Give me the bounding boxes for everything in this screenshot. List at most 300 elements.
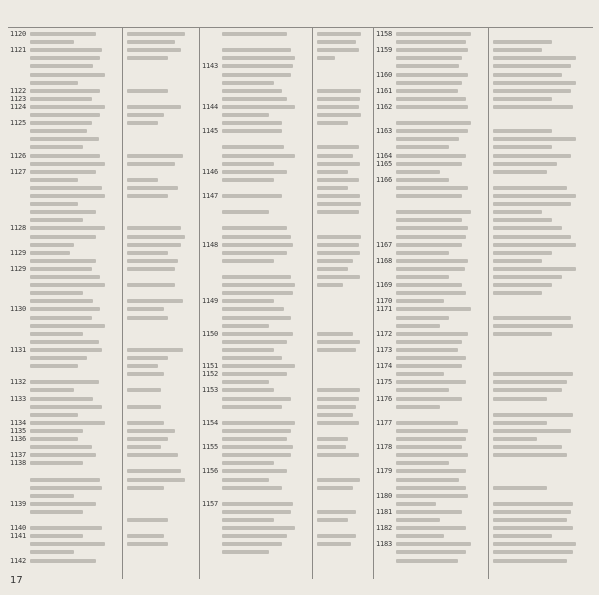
- script-text-line: [222, 421, 295, 425]
- script-text-line: [222, 388, 274, 392]
- script-text-line: [30, 421, 105, 425]
- script-line: [315, 345, 371, 355]
- script-text-line: [30, 129, 87, 133]
- script-text-line: [222, 291, 293, 295]
- script-text-line: [30, 218, 83, 222]
- script-text-line: [127, 542, 168, 546]
- cue-number: 1137: [10, 451, 27, 460]
- script-text-line: [493, 40, 552, 44]
- script-text-line: [127, 154, 183, 158]
- script-text-line: [396, 226, 468, 230]
- script-text-line: [317, 259, 353, 263]
- script-line: [125, 385, 197, 395]
- script-text-line: [30, 299, 93, 303]
- script-text-line: [127, 421, 164, 425]
- column-divider: [488, 27, 489, 579]
- script-text-line: [30, 559, 96, 563]
- script-text-line: [127, 162, 175, 166]
- script-text-line: [222, 307, 284, 311]
- script-text-line: [127, 388, 161, 392]
- script-text-line: [30, 170, 96, 174]
- script-text-line: [317, 486, 353, 490]
- cue-number: 1121: [10, 46, 27, 55]
- cue-number: 1152: [202, 370, 219, 379]
- script-text-line: [222, 64, 293, 68]
- script-text-line: [127, 235, 185, 239]
- cue-number: 1122: [10, 86, 27, 95]
- cue-number: 1142: [10, 556, 27, 565]
- script-text-line: [30, 267, 92, 271]
- script-text-line: [396, 542, 471, 546]
- script-line: [376, 191, 486, 201]
- cue-number: 1174: [376, 362, 393, 371]
- cue-number: 1162: [376, 102, 393, 111]
- script-line: [10, 458, 120, 468]
- script-line: [125, 264, 197, 274]
- script-text-line: [396, 469, 466, 473]
- cue-number: 1180: [376, 491, 393, 500]
- cue-number: 1140: [10, 524, 27, 533]
- script-text-line: [222, 56, 295, 60]
- script-text-line: [30, 340, 99, 344]
- cue-number: 1169: [376, 281, 393, 290]
- script-line: [125, 280, 197, 290]
- cue-number: 1138: [10, 459, 27, 468]
- script-text-line: [222, 534, 287, 538]
- cue-number: 1175: [376, 378, 393, 387]
- script-text-line: [222, 81, 274, 85]
- script-text-line: [493, 421, 547, 425]
- script-text-line: [30, 413, 78, 417]
- script-text-line: [222, 299, 274, 303]
- script-text-line: [222, 194, 282, 198]
- script-text-line: [493, 218, 552, 222]
- cue-number: 1149: [202, 297, 219, 306]
- script-text-line: [396, 421, 458, 425]
- script-text-line: [317, 170, 348, 174]
- script-text-line: [30, 235, 96, 239]
- cue-number: 1143: [202, 62, 219, 71]
- script-text-line: [222, 324, 269, 328]
- script-text-line: [127, 307, 164, 311]
- script-text-line: [222, 445, 293, 449]
- script-text-line: [493, 243, 576, 247]
- script-line: [125, 86, 197, 96]
- script-text-line: [493, 64, 571, 68]
- script-text-line: [127, 48, 181, 52]
- script-text-line: [396, 437, 466, 441]
- script-text-line: [127, 105, 181, 109]
- script-text-line: [493, 380, 567, 384]
- script-text-line: [317, 405, 356, 409]
- cue-number: 1136: [10, 435, 27, 443]
- script-text-line: [30, 291, 83, 295]
- script-text-line: [493, 283, 552, 287]
- cue-number: 1154: [202, 418, 219, 427]
- cue-number: 1157: [202, 499, 219, 508]
- script-text-line: [222, 251, 287, 255]
- script-text-line: [493, 542, 576, 546]
- script-text-line: [396, 486, 466, 490]
- script-text-line: [317, 89, 361, 93]
- script-line: [125, 450, 197, 460]
- script-text-line: [222, 73, 291, 77]
- script-text-line: [127, 469, 181, 473]
- script-text-line: [493, 437, 537, 441]
- script-text-line: [493, 388, 562, 392]
- script-text-line: [222, 550, 269, 554]
- cue-number: 1132: [10, 378, 27, 387]
- script-line: [125, 483, 197, 493]
- script-text-line: [317, 275, 360, 279]
- script-text-line: [396, 259, 468, 263]
- cue-number: 1151: [202, 362, 219, 371]
- script-text-line: [222, 364, 295, 368]
- script-text-line: [222, 502, 293, 506]
- script-text-line: [222, 486, 282, 490]
- script-text-line: [222, 121, 282, 125]
- script-text-line: [493, 56, 576, 60]
- script-text-line: [396, 121, 471, 125]
- script-column-4: [315, 27, 371, 579]
- script-text-line: [30, 380, 99, 384]
- script-text-line: [396, 267, 465, 271]
- script-line: [202, 207, 310, 217]
- script-text-line: [317, 453, 359, 457]
- script-text-line: [493, 518, 567, 522]
- script-column-5: [376, 27, 486, 579]
- script-text-line: [493, 372, 573, 376]
- script-text-line: [30, 307, 100, 311]
- script-text-line: [317, 388, 360, 392]
- script-text-line: [317, 283, 343, 287]
- script-text-line: [222, 97, 287, 101]
- script-text-line: [493, 97, 552, 101]
- script-text-line: [30, 40, 74, 44]
- script-text-line: [396, 105, 468, 109]
- script-text-line: [317, 348, 356, 352]
- script-line: [202, 29, 310, 39]
- cue-number: 1125: [10, 119, 27, 128]
- script-text-line: [222, 461, 274, 465]
- script-text-line: [127, 40, 175, 44]
- script-text-line: [396, 145, 449, 149]
- cue-number: 1123: [10, 94, 27, 103]
- script-text-line: [493, 145, 552, 149]
- script-text-line: [396, 559, 458, 563]
- script-text-line: [127, 372, 164, 376]
- script-text-line: [396, 178, 449, 182]
- script-text-line: [30, 429, 83, 433]
- script-text-line: [222, 397, 291, 401]
- script-line: [315, 280, 371, 290]
- cue-number: 1153: [202, 386, 219, 395]
- column-divider: [199, 27, 200, 579]
- script-text-line: [396, 73, 468, 77]
- cue-number: 1158: [376, 30, 393, 38]
- script-text-line: [222, 113, 269, 117]
- script-line: [376, 402, 486, 412]
- script-text-line: [493, 502, 573, 506]
- cue-number: 1139: [10, 499, 27, 508]
- script-text-line: [396, 397, 462, 401]
- script-text-line: [30, 453, 96, 457]
- script-text-line: [317, 397, 359, 401]
- script-text-line: [222, 348, 274, 352]
- script-text-line: [317, 56, 335, 60]
- script-text-line: [396, 210, 471, 214]
- script-text-line: [30, 494, 74, 498]
- script-text-line: [30, 210, 96, 214]
- script-text-line: [222, 478, 269, 482]
- script-line: [125, 369, 197, 379]
- script-text-line: [493, 550, 573, 554]
- script-line: [125, 515, 197, 525]
- script-line: [315, 515, 371, 525]
- script-text-line: [396, 445, 462, 449]
- script-text-line: [127, 364, 158, 368]
- script-text-line: [493, 129, 552, 133]
- script-text-line: [30, 445, 92, 449]
- script-text-line: [396, 137, 459, 141]
- script-text-line: [127, 348, 183, 352]
- script-text-line: [317, 154, 353, 158]
- script-text-line: [30, 324, 105, 328]
- script-text-line: [30, 186, 102, 190]
- script-text-line: [127, 113, 164, 117]
- script-line: [491, 167, 593, 177]
- script-text-line: [30, 137, 99, 141]
- cue-number: 1182: [376, 524, 393, 533]
- script-text-line: [396, 324, 440, 328]
- cue-number: 1147: [202, 192, 219, 200]
- script-line: [315, 539, 371, 549]
- script-text-line: [317, 32, 361, 36]
- script-text-line: [396, 453, 468, 457]
- script-text-line: [127, 453, 178, 457]
- script-line: [315, 418, 371, 428]
- script-text-line: [30, 478, 100, 482]
- script-text-line: [222, 437, 287, 441]
- script-line: [10, 361, 120, 371]
- script-column-3: [202, 27, 310, 579]
- script-text-line: [317, 534, 356, 538]
- script-text-line: [493, 429, 571, 433]
- script-text-line: [317, 97, 360, 101]
- script-text-line: [396, 218, 462, 222]
- cue-number: 1144: [202, 102, 219, 111]
- script-text-line: [317, 210, 359, 214]
- script-text-line: [222, 226, 287, 230]
- cue-number: 1167: [376, 240, 393, 249]
- script-line: [491, 329, 593, 339]
- script-text-line: [493, 324, 573, 328]
- script-line: [491, 450, 593, 460]
- script-text-line: [396, 32, 471, 36]
- script-column-6: [491, 27, 593, 579]
- script-text-line: [30, 526, 102, 530]
- script-line: [202, 483, 310, 493]
- script-text-line: [30, 64, 93, 68]
- script-text-line: [396, 364, 462, 368]
- script-text-line: [493, 413, 573, 417]
- script-text-line: [222, 48, 291, 52]
- script-text-line: [127, 89, 168, 93]
- script-text-line: [317, 510, 356, 514]
- script-text-line: [222, 154, 295, 158]
- script-text-line: [493, 202, 571, 206]
- script-text-line: [493, 105, 573, 109]
- script-text-line: [127, 259, 178, 263]
- cue-number: 1133: [10, 394, 27, 403]
- script-text-line: [30, 510, 83, 514]
- script-text-line: [317, 194, 360, 198]
- script-text-line: [127, 405, 161, 409]
- script-text-line: [30, 534, 83, 538]
- script-text-line: [396, 299, 444, 303]
- script-text-line: [317, 145, 359, 149]
- script-text-line: [493, 397, 547, 401]
- script-text-line: [396, 48, 468, 52]
- script-text-line: [396, 235, 466, 239]
- script-text-line: [222, 243, 293, 247]
- script-text-line: [493, 291, 542, 295]
- script-text-line: [222, 32, 287, 36]
- script-line: [202, 175, 310, 185]
- script-text-line: [396, 340, 462, 344]
- script-text-line: [222, 283, 295, 287]
- script-text-line: [30, 48, 102, 52]
- script-text-line: [396, 162, 462, 166]
- cue-number: 1161: [376, 86, 393, 95]
- script-column-2: [125, 27, 197, 579]
- script-text-line: [396, 56, 462, 60]
- script-text-line: [493, 81, 576, 85]
- cue-number: 1129: [10, 248, 27, 257]
- script-text-line: [493, 559, 567, 563]
- script-text-line: [396, 518, 440, 522]
- script-text-line: [317, 162, 360, 166]
- script-text-line: [493, 259, 542, 263]
- script-text-line: [396, 243, 462, 247]
- cue-number: 1130: [10, 305, 27, 314]
- script-line: [10, 507, 120, 517]
- script-line: [315, 483, 371, 493]
- script-text-line: [222, 429, 291, 433]
- script-text-line: [493, 137, 576, 141]
- script-text-line: [493, 186, 567, 190]
- script-text-line: [396, 251, 449, 255]
- script-line: [125, 539, 197, 549]
- script-line: [202, 547, 310, 557]
- cue-number: 1146: [202, 167, 219, 176]
- script-text-line: [493, 210, 542, 214]
- script-line: [125, 191, 197, 201]
- script-text-line: [222, 380, 269, 384]
- script-column-1: [10, 27, 120, 579]
- script-text-line: [396, 332, 468, 336]
- script-text-line: [30, 89, 100, 93]
- cue-number: 1166: [376, 175, 393, 184]
- script-text-line: [493, 526, 573, 530]
- cue-number: 1179: [376, 467, 393, 476]
- cue-number: 1150: [202, 329, 219, 338]
- script-text-line: [127, 194, 168, 198]
- script-line: [315, 118, 371, 128]
- cue-number: 1181: [376, 507, 393, 516]
- cue-number: 1124: [10, 102, 27, 111]
- cue-number: 1177: [376, 418, 393, 427]
- script-text-line: [396, 405, 440, 409]
- script-text-line: [317, 235, 361, 239]
- script-text-line: [317, 202, 361, 206]
- script-text-line: [127, 243, 181, 247]
- script-text-line: [30, 251, 70, 255]
- script-text-line: [30, 194, 105, 198]
- script-text-line: [396, 348, 458, 352]
- script-text-line: [127, 251, 168, 255]
- cue-number: 1173: [376, 345, 393, 354]
- script-text-line: [127, 283, 175, 287]
- script-line: [125, 118, 197, 128]
- script-text-line: [222, 259, 274, 263]
- script-text-line: [317, 518, 348, 522]
- script-text-line: [493, 445, 562, 449]
- script-text-line: [493, 73, 562, 77]
- script-text-line: [396, 388, 449, 392]
- script-text-line: [493, 332, 552, 336]
- script-text-line: [493, 170, 547, 174]
- script-text-line: [396, 291, 466, 295]
- script-text-line: [317, 413, 353, 417]
- script-text-line: [396, 510, 462, 514]
- script-line: [125, 159, 197, 169]
- script-text-line: [222, 129, 282, 133]
- script-text-line: [317, 178, 359, 182]
- script-line: [491, 288, 593, 298]
- script-text-line: [222, 178, 274, 182]
- cue-number: 1148: [202, 240, 219, 249]
- script-line: [202, 402, 310, 412]
- script-line: [10, 556, 120, 566]
- script-text-line: [222, 542, 282, 546]
- script-text-line: [30, 113, 100, 117]
- script-text-line: [222, 518, 274, 522]
- cue-number: 1127: [10, 167, 27, 176]
- script-text-line: [30, 178, 78, 182]
- script-text-line: [30, 397, 93, 401]
- cue-number: 1165: [376, 159, 393, 168]
- script-line: [376, 556, 486, 566]
- script-text-line: [493, 154, 571, 158]
- script-text-line: [396, 186, 468, 190]
- cue-number: 1126: [10, 151, 27, 160]
- cue-number: 1172: [376, 329, 393, 338]
- script-text-line: [396, 40, 466, 44]
- cue-number: 1141: [10, 532, 27, 541]
- column-divider: [373, 27, 374, 579]
- script-line: [491, 483, 593, 493]
- cue-number: 1160: [376, 70, 393, 79]
- script-text-line: [222, 162, 274, 166]
- script-line: [202, 256, 310, 266]
- script-text-line: [30, 283, 105, 287]
- script-text-line: [396, 283, 462, 287]
- script-text-line: [222, 316, 291, 320]
- cue-number: 1171: [376, 305, 393, 314]
- script-text-line: [222, 510, 291, 514]
- script-line: [315, 53, 371, 63]
